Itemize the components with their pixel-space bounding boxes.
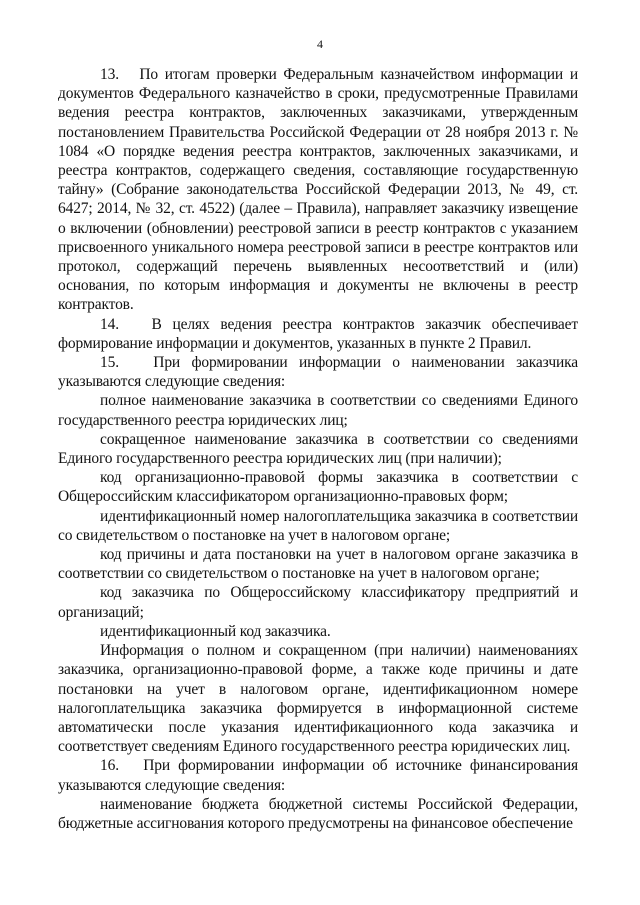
list-item-budget-name: наименование бюджета бюджетной системы Российской Федерации, бюджетные ассигнования которого предусмотрены на финансовое обеспечение [58, 795, 578, 832]
paragraph-auto-formation: Информация о полном и сокращенном (при наличии) наименованиях заказчика, организационно-правовой форме, а также коде причины и дате постановки на учет в налоговом органе, идентификационном номере налогоплательщика заказчика формируется в информационной системе автоматически после указания идентификационного кода заказчика и соответствует сведениям Единого государственного реестра юридических лиц. [58, 642, 578, 756]
document-body [58, 65, 578, 833]
list-item-legal-form-code: код организационно-правовой формы заказчика в соответствии с Общероссийским классификатором организационно-правовых форм; [58, 469, 578, 506]
paragraph-15: 15. При формировании информации о наименовании заказчика указываются следующие сведения: [58, 354, 578, 391]
paragraph-13: 13. По итогам проверки Федеральным казначейством информации и документов Федерального казначейство в сроки, предусмотренные Правилами ведения реестра контрактов, заключенных заказчиками, утвержденным постановлением Правительства Российской Федерации от 28 ноября 2013 г. № 1084 «О порядке ведения реестра контрактов, заключенных заказчиками, и реестра контрактов, содержащего сведения, составляющие государственную тайну» (Собрание законодательства Российской Федерации 2013, № 49, ст. 6427; 2014, № 32, ст. 4522) (далее – Правила), направляет заказчику извещение о включении (обновлении) реестровой записи в реестр контрактов с указанием присвоенного уникального номера реестровой записи в реестре контрактов или протокол, содержащий перечень выявленных несоответствий и (или) основания, по которым информация и документы не включены в реестр контрактов. [58, 66, 578, 314]
list-item-taxpayer-id: идентификационный номер налогоплательщика заказчика в соответствии со свидетельством о постановке на учет в налоговом органе; [58, 507, 578, 544]
list-item-okpo-code: код заказчика по Общероссийскому классификатору предприятий и организаций; [58, 584, 578, 621]
page-number: 4 [317, 37, 323, 51]
paragraph-16: 16. При формировании информации об источнике финансирования указываются следующие сведения: [58, 757, 578, 794]
list-item-registration-reason-code: код причины и дата постановки на учет в налоговом органе заказчика в соответствии со свидетельством о постановке на учет в налоговом органе; [58, 546, 578, 583]
list-item-identification-code: идентификационный код заказчика. [100, 622, 331, 640]
list-item-short-name: сокращенное наименование заказчика в соответствии со сведениями Единого государственного реестра юридических лиц (при наличии); [58, 430, 578, 468]
list-item-full-name: полное наименование заказчика в соответствии со сведениями Единого государственного реестра юридических лиц; [58, 392, 578, 429]
paragraph-14: 14. В целях ведения реестра контрактов заказчик обеспечивает формирование информации и документов, указанных в пункте 2 Правил. [58, 315, 578, 352]
